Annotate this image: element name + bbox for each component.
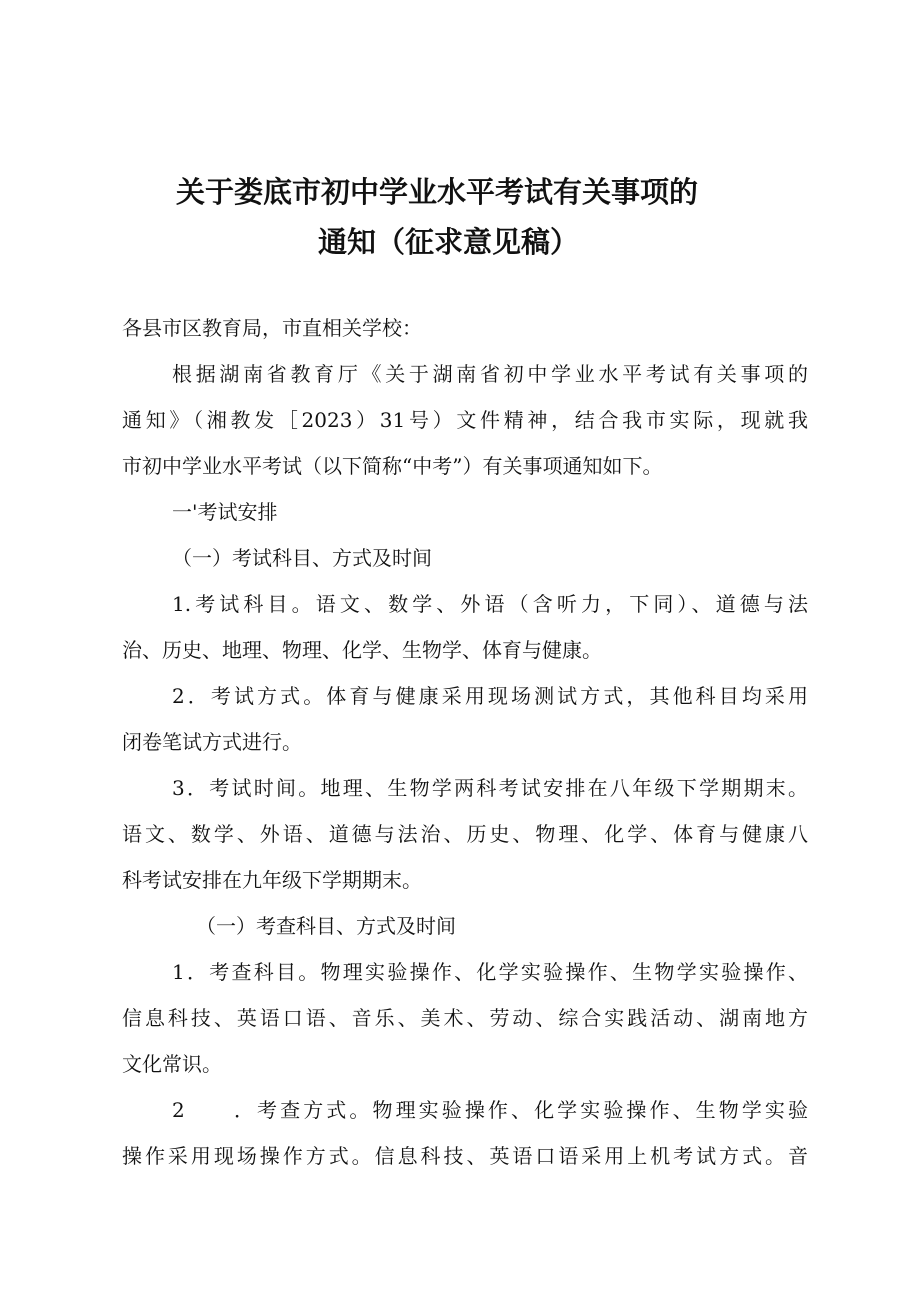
paragraph-line: 语文、数学、外语、道德与法治、历史、物理、化学、体育与健康八	[122, 822, 808, 846]
paragraph-line: 1．考查科目。物理实验操作、化学实验操作、生物学实验操作、	[172, 960, 808, 984]
paragraph-line: 通知》（湘教发［2023）31号）文件精神，结合我市实际，现就我	[122, 408, 808, 432]
document-title-line-1: 关于娄底市初中学业水平考试有关事项的	[176, 175, 699, 209]
salutation: 各县市区教育局，市直相关学校：	[122, 316, 422, 340]
section-heading: 一'考试安排	[172, 500, 278, 524]
paragraph-line: 2 ．考查方式。物理实验操作、化学实验操作、生物学实验	[172, 1098, 808, 1122]
document-title-line-2: 通知（征求意见稿）	[318, 225, 580, 259]
paragraph-line: 市初中学业水平考试（以下简称“中考”）有关事项通知如下。	[122, 454, 663, 478]
paragraph-line: 治、历史、地理、物理、化学、生物学、体育与健康。	[122, 638, 602, 662]
paragraph-line: 2．考试方式。体育与健康采用现场测试方式，其他科目均采用	[172, 684, 808, 708]
paragraph-line: 根据湖南省教育厅《关于湖南省初中学业水平考试有关事项的	[172, 362, 808, 386]
paragraph-line: 信息科技、英语口语、音乐、美术、劳动、综合实践活动、湖南地方	[122, 1006, 808, 1030]
subsection-heading: （一）考试科目、方式及时间	[172, 546, 432, 570]
subsection-heading: （一）考查科目、方式及时间	[196, 914, 456, 938]
paragraph-line: 文化常识。	[122, 1052, 222, 1076]
paragraph-line: 操作采用现场操作方式。信息科技、英语口语采用上机考试方式。音	[122, 1144, 808, 1168]
paragraph-line: 1.考试科目。语文、数学、外语（含听力，下同）、道德与法	[172, 592, 808, 616]
paragraph-line: 科考试安排在九年级下学期期末。	[122, 868, 422, 892]
paragraph-line: 闭卷笔试方式进行。	[122, 730, 302, 754]
paragraph-line: 3．考试时间。地理、生物学两科考试安排在八年级下学期期末。	[172, 776, 808, 800]
